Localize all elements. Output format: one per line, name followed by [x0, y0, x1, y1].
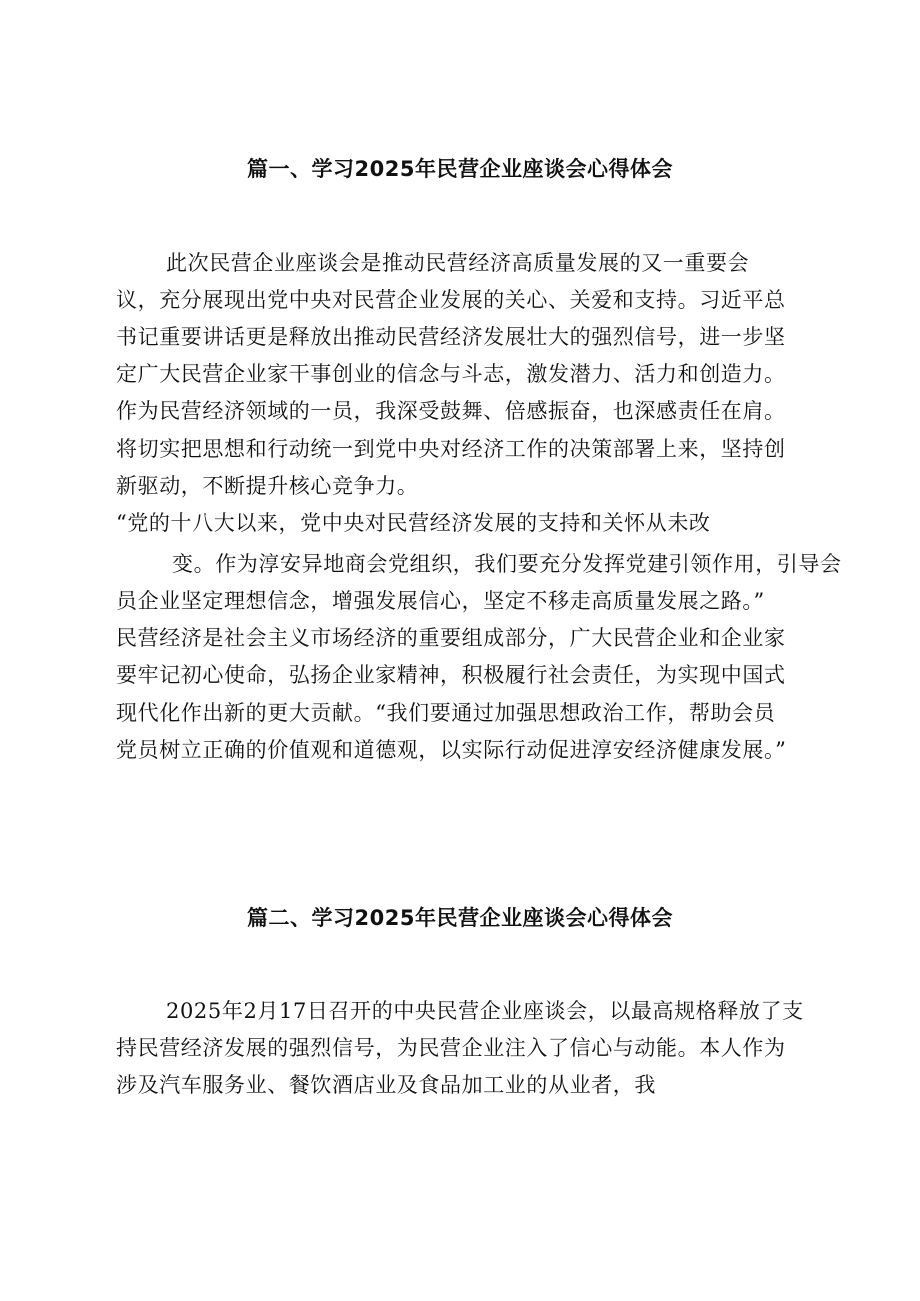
paragraph-line: 要牢记初心使命，弘扬企业家精神，积极履行社会责任，为实现中国式 — [116, 663, 786, 687]
paragraph-line: 持民营经济发展的强烈信号，为民营企业注入了信心与动能。本人作为 — [116, 1036, 786, 1060]
paragraph-line: 书记重要讲话更是释放出推动民营经济发展壮大的强烈信号，进一步坚 — [116, 325, 786, 349]
paragraph-line: 党员树立正确的价值观和道德观，以实际行动促进淳安经济健康发展。” — [116, 738, 787, 762]
paragraph-line: 涉及汽车服务业、餐饮酒店业及食品加工业的从业者，我 — [116, 1073, 656, 1097]
paragraph-line: 民营经济是社会主义市场经济的重要组成部分，广大民营企业和企业家 — [116, 626, 786, 650]
section-2-heading: 篇二、学习2025年民营企业座谈会心得体会 — [247, 906, 673, 930]
paragraph-line: 新驱动，不断提升核心竞争力。 — [116, 474, 419, 498]
paragraph-line: 现代化作出新的更大贡献。“我们要通过加强思想政治工作，帮助会员 — [116, 701, 776, 725]
section-1-heading: 篇一、学习2025年民营企业座谈会心得体会 — [247, 157, 673, 181]
paragraph-line: 定广大民营企业家干事创业的信念与斗志，激发潜力、活力和创造力。 — [116, 362, 786, 386]
paragraph-line: 议，充分展现出党中央对民营企业发展的关心、关爱和支持。习近平总 — [116, 288, 786, 312]
paragraph-line: 此次民营企业座谈会是推动民营经济高质量发展的又一重要会 — [166, 251, 750, 275]
paragraph-line: 变。作为淳安异地商会党组织，我们要充分发挥党建引领作用，引导会 — [172, 552, 842, 576]
paragraph-line: 将切实把思想和行动统一到党中央对经济工作的决策部署上来，坚持创 — [116, 437, 786, 461]
paragraph-line: 员企业坚定理想信念，增强发展信心，坚定不移走高质量发展之路。” — [116, 589, 765, 613]
paragraph-line: 2025年2月17日召开的中央民营企业座谈会，以最高规格释放了支 — [166, 999, 804, 1023]
paragraph-line: 作为民营经济领域的一员，我深受鼓舞、倍感振奋，也深感责任在肩。 — [116, 399, 786, 423]
paragraph-line: “党的十八大以来，党中央对民营经济发展的支持和关怀从未改 — [116, 511, 711, 535]
